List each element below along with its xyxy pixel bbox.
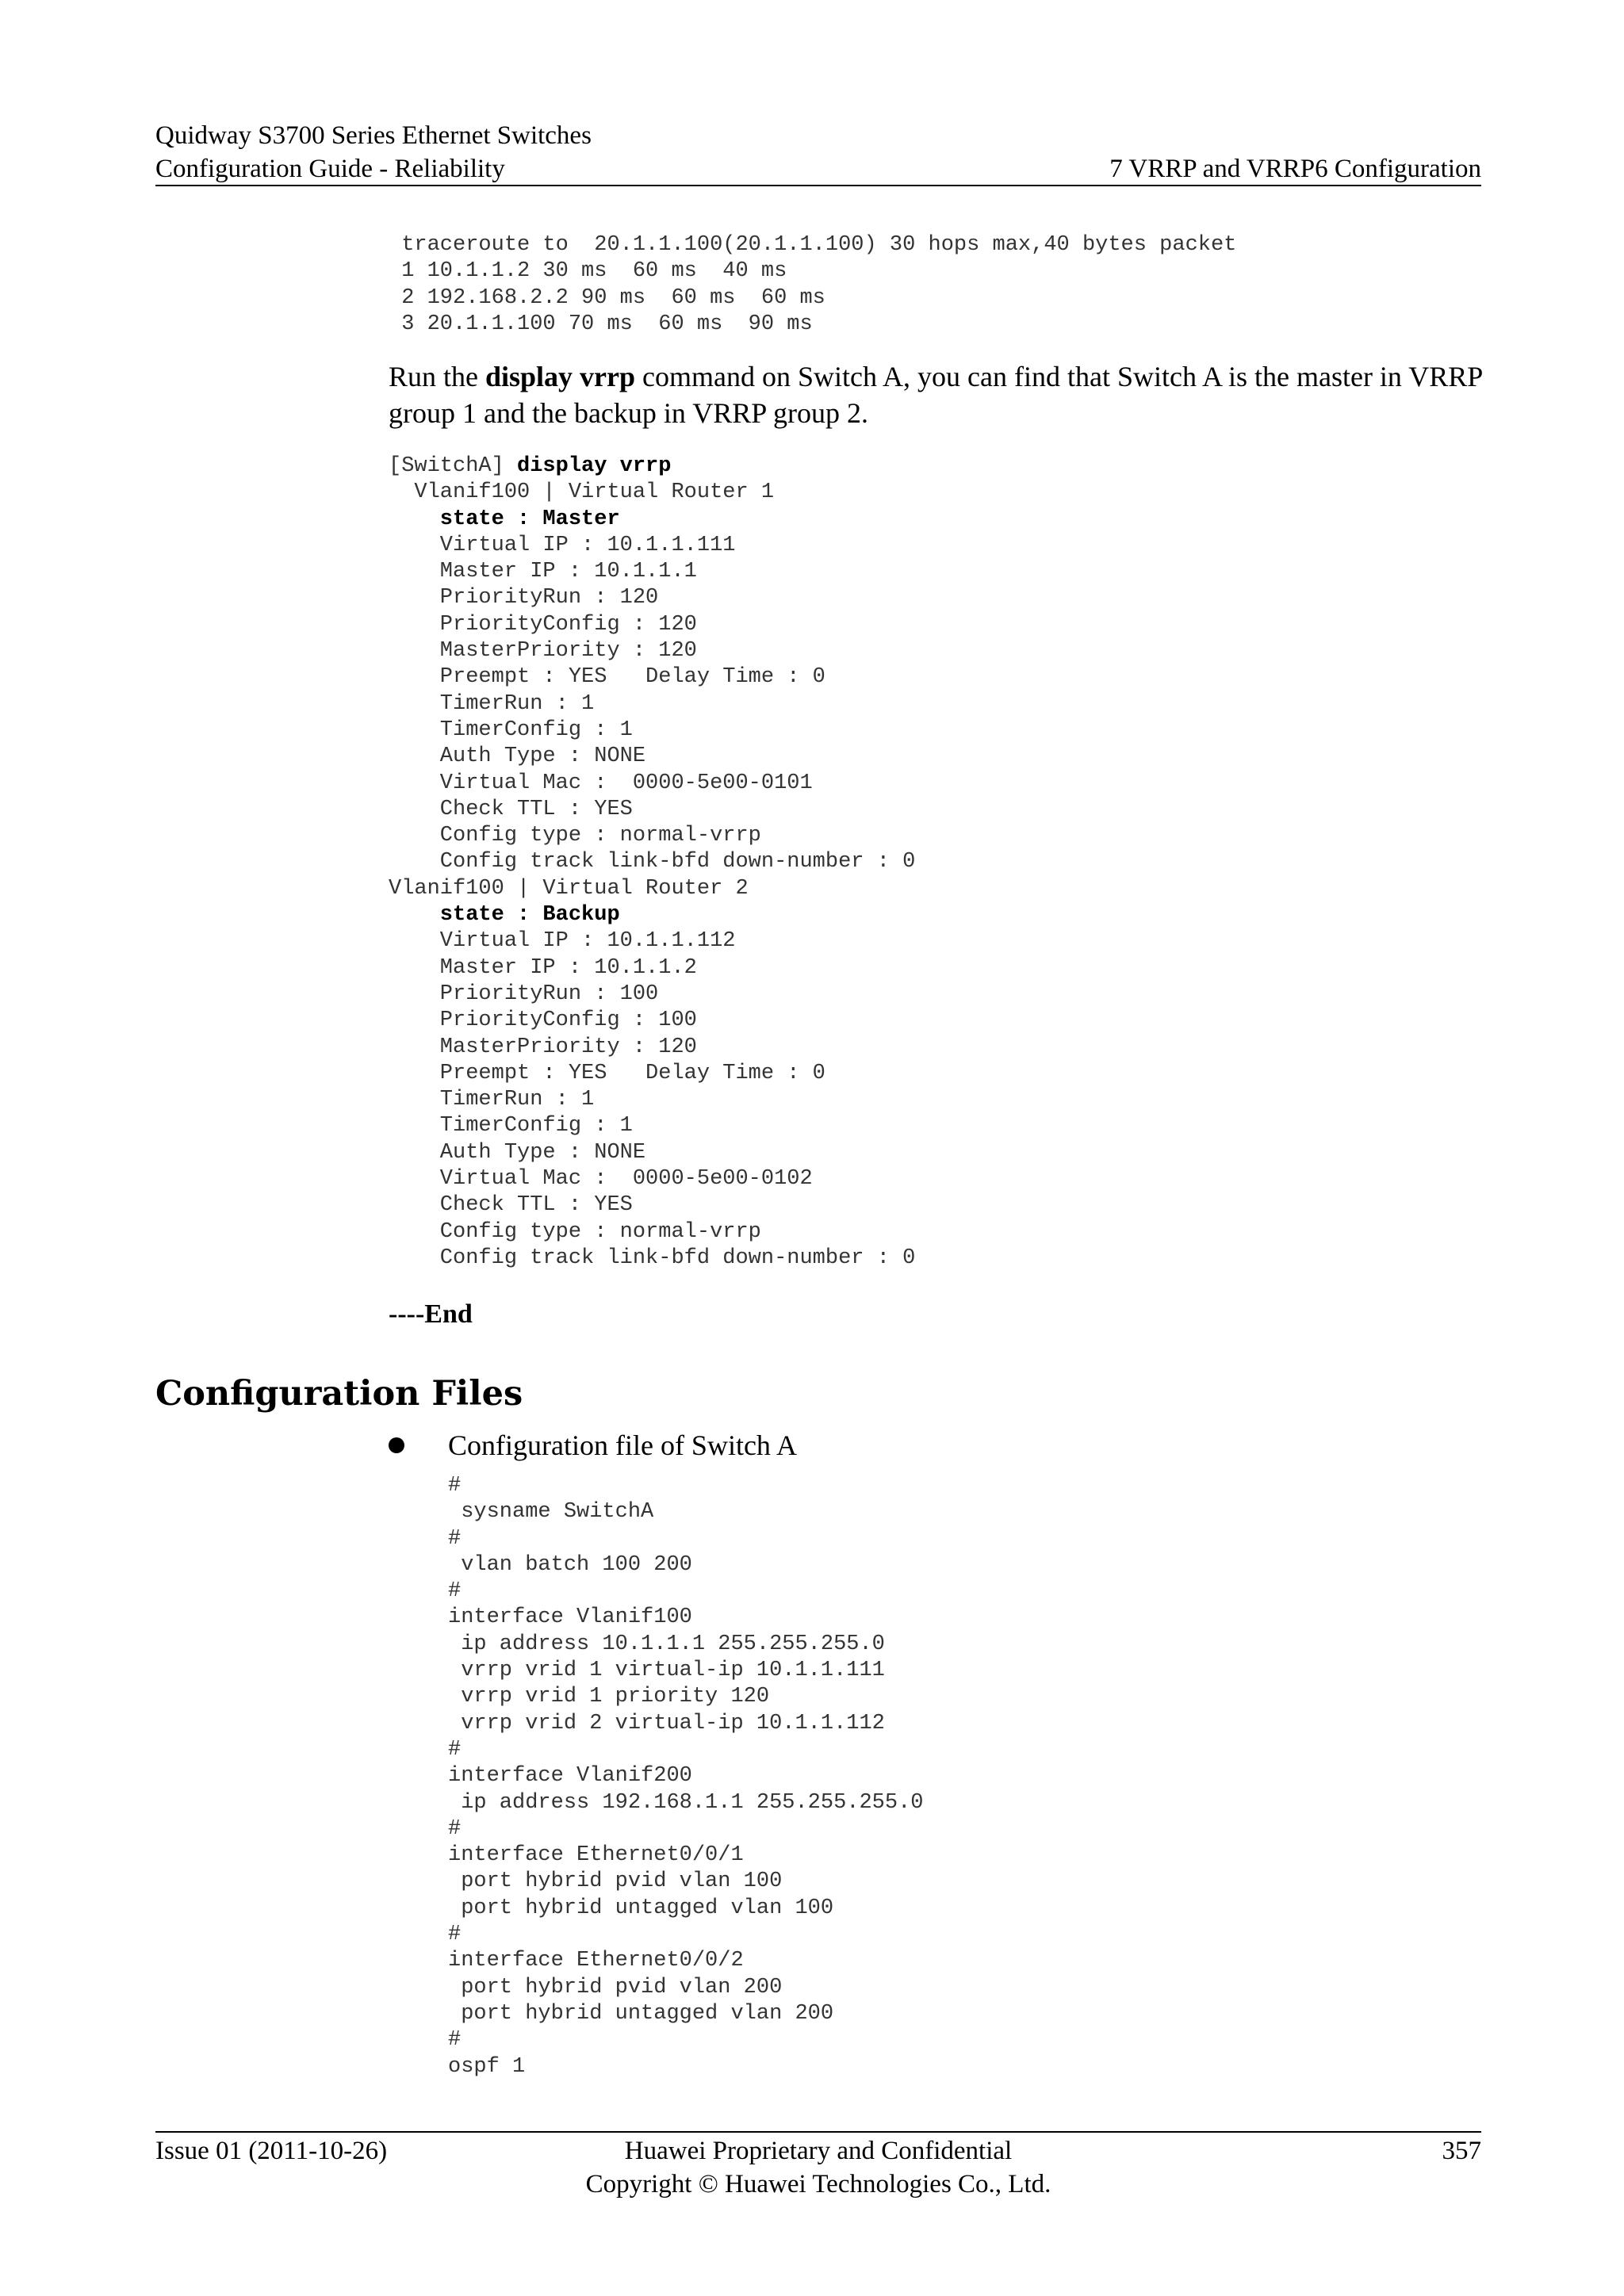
end-marker: ----End bbox=[389, 1299, 473, 1329]
footer-page-number: 357 bbox=[1442, 2137, 1481, 2165]
code-line: TimerRun : 1 bbox=[389, 1088, 595, 1112]
code-line: PriorityRun : 120 bbox=[389, 586, 659, 610]
code-line: 2 192.168.2.2 90 ms 60 ms 60 ms bbox=[389, 285, 825, 310]
code-line: Virtual IP : 10.1.1.111 bbox=[389, 533, 736, 557]
code-line: Virtual Mac : 0000-5e00-0101 bbox=[389, 771, 813, 795]
footer-issue: Issue 01 (2011-10-26) bbox=[155, 2137, 388, 2165]
code-line: Preempt : YES Delay Time : 0 bbox=[389, 665, 825, 690]
code-line: Virtual Mac : 0000-5e00-0102 bbox=[389, 1167, 813, 1192]
code-line: PriorityRun : 100 bbox=[389, 982, 659, 1006]
vrrp-group1-state bbox=[389, 507, 915, 533]
paragraph-command: display vrrp bbox=[485, 361, 636, 392]
code-line: # bbox=[448, 2028, 462, 2053]
code-line: # bbox=[448, 1737, 462, 1762]
state-value: state : Master bbox=[389, 507, 620, 531]
command-prompt: [SwitchA] bbox=[389, 454, 518, 478]
code-line: vlan batch 100 200 bbox=[448, 1552, 692, 1577]
code-line: vrrp vrid 1 priority 120 bbox=[448, 1685, 770, 1709]
code-line: interface Ethernet0/0/2 bbox=[448, 1949, 744, 1973]
code-line: 3 20.1.1.100 70 ms 60 ms 90 ms bbox=[389, 312, 813, 336]
code-line: Auth Type : NONE bbox=[389, 744, 646, 769]
vrrp-group1-header: Vlanif100 | Virtual Router 1 bbox=[389, 480, 775, 505]
code-line: interface Ethernet0/0/1 bbox=[448, 1843, 744, 1868]
code-line: vrrp vrid 2 virtual-ip 10.1.1.112 bbox=[448, 1711, 885, 1735]
code-line: TimerConfig : 1 bbox=[389, 718, 633, 742]
section-title: Configuration Files bbox=[155, 1374, 523, 1414]
header-chapter: 7 VRRP and VRRP6 Configuration bbox=[1109, 155, 1481, 183]
code-line: TimerConfig : 1 bbox=[389, 1114, 633, 1138]
code-line: Check TTL : YES bbox=[389, 1193, 633, 1218]
command-text: display vrrp bbox=[517, 454, 672, 478]
page-header bbox=[155, 119, 1481, 186]
code-line: Config type : normal-vrrp bbox=[389, 824, 761, 848]
code-line: PriorityConfig : 120 bbox=[389, 612, 697, 637]
code-line: Preempt : YES Delay Time : 0 bbox=[389, 1061, 825, 1085]
code-line: ip address 10.1.1.1 255.255.255.0 bbox=[448, 1632, 885, 1656]
footer-center bbox=[155, 2134, 1481, 2201]
code-line: traceroute to 20.1.1.100(20.1.1.100) 30 hops max,40 bytes packet bbox=[389, 233, 1237, 257]
header-guide: Configuration Guide - Reliability bbox=[155, 155, 505, 183]
code-line: # bbox=[448, 1816, 462, 1841]
paragraph-text-after: command on Switch A, you can find that Switch A is the master in VRRP group 1 and the backup in VRRP group 2. bbox=[389, 361, 1482, 429]
code-line: vrrp vrid 1 virtual-ip 10.1.1.111 bbox=[448, 1659, 885, 1683]
header-product: Quidway S3700 Series Ethernet Switches bbox=[155, 121, 592, 150]
code-line: # bbox=[448, 1474, 462, 1498]
code-line: port hybrid pvid vlan 100 bbox=[448, 1869, 783, 1894]
code-line: sysname SwitchA bbox=[448, 1500, 654, 1525]
code-line: Check TTL : YES bbox=[389, 797, 633, 821]
code-line: # bbox=[448, 1526, 462, 1551]
code-line: PriorityConfig : 100 bbox=[389, 1008, 697, 1033]
vrrp-group2-header: Vlanif100 | Virtual Router 2 bbox=[389, 876, 749, 901]
code-line: interface Vlanif100 bbox=[448, 1605, 692, 1630]
code-line: port hybrid untagged vlan 100 bbox=[448, 1896, 834, 1920]
body-paragraph bbox=[389, 358, 1483, 431]
code-line: Config type : normal-vrrp bbox=[389, 1219, 761, 1244]
code-line: TimerRun : 1 bbox=[389, 691, 595, 716]
footer-copyright: Copyright © Huawei Technologies Co., Ltd. bbox=[585, 2170, 1051, 2198]
code-line: ip address 192.168.1.1 255.255.255.0 bbox=[448, 1790, 924, 1815]
code-line: port hybrid untagged vlan 200 bbox=[448, 2001, 834, 2026]
code-line: ospf 1 bbox=[448, 2054, 526, 2079]
code-line: port hybrid pvid vlan 200 bbox=[448, 1975, 783, 1999]
code-line: Config track link-bfd down-number : 0 bbox=[389, 850, 916, 874]
config-file-listing bbox=[448, 1473, 924, 2080]
bullet-dot-icon bbox=[389, 1437, 404, 1453]
state-value: state : Backup bbox=[389, 903, 620, 928]
code-line: 1 10.1.1.2 30 ms 60 ms 40 ms bbox=[389, 259, 787, 284]
vrrp-output bbox=[389, 453, 915, 1272]
code-line: MasterPriority : 120 bbox=[389, 639, 697, 664]
code-line: Auth Type : NONE bbox=[389, 1140, 646, 1165]
footer-divider bbox=[155, 2131, 1481, 2133]
paragraph-text-before: Run the bbox=[389, 361, 485, 392]
header-divider bbox=[155, 185, 1481, 186]
footer-confidential: Huawei Proprietary and Confidential bbox=[624, 2137, 1013, 2165]
vrrp-group2-state bbox=[389, 902, 915, 928]
code-line: # bbox=[448, 1579, 462, 1604]
code-line: MasterPriority : 120 bbox=[389, 1035, 697, 1059]
code-line: Master IP : 10.1.1.2 bbox=[389, 955, 697, 980]
code-line: Master IP : 10.1.1.1 bbox=[389, 560, 697, 584]
traceroute-output bbox=[389, 232, 1236, 338]
code-line: Virtual IP : 10.1.1.112 bbox=[389, 929, 736, 954]
code-line: # bbox=[448, 1923, 462, 1947]
bullet-label: Configuration file of Switch A bbox=[448, 1429, 797, 1461]
code-line: interface Vlanif200 bbox=[448, 1764, 692, 1789]
code-line: Config track link-bfd down-number : 0 bbox=[389, 1246, 916, 1270]
command-line bbox=[389, 453, 915, 480]
